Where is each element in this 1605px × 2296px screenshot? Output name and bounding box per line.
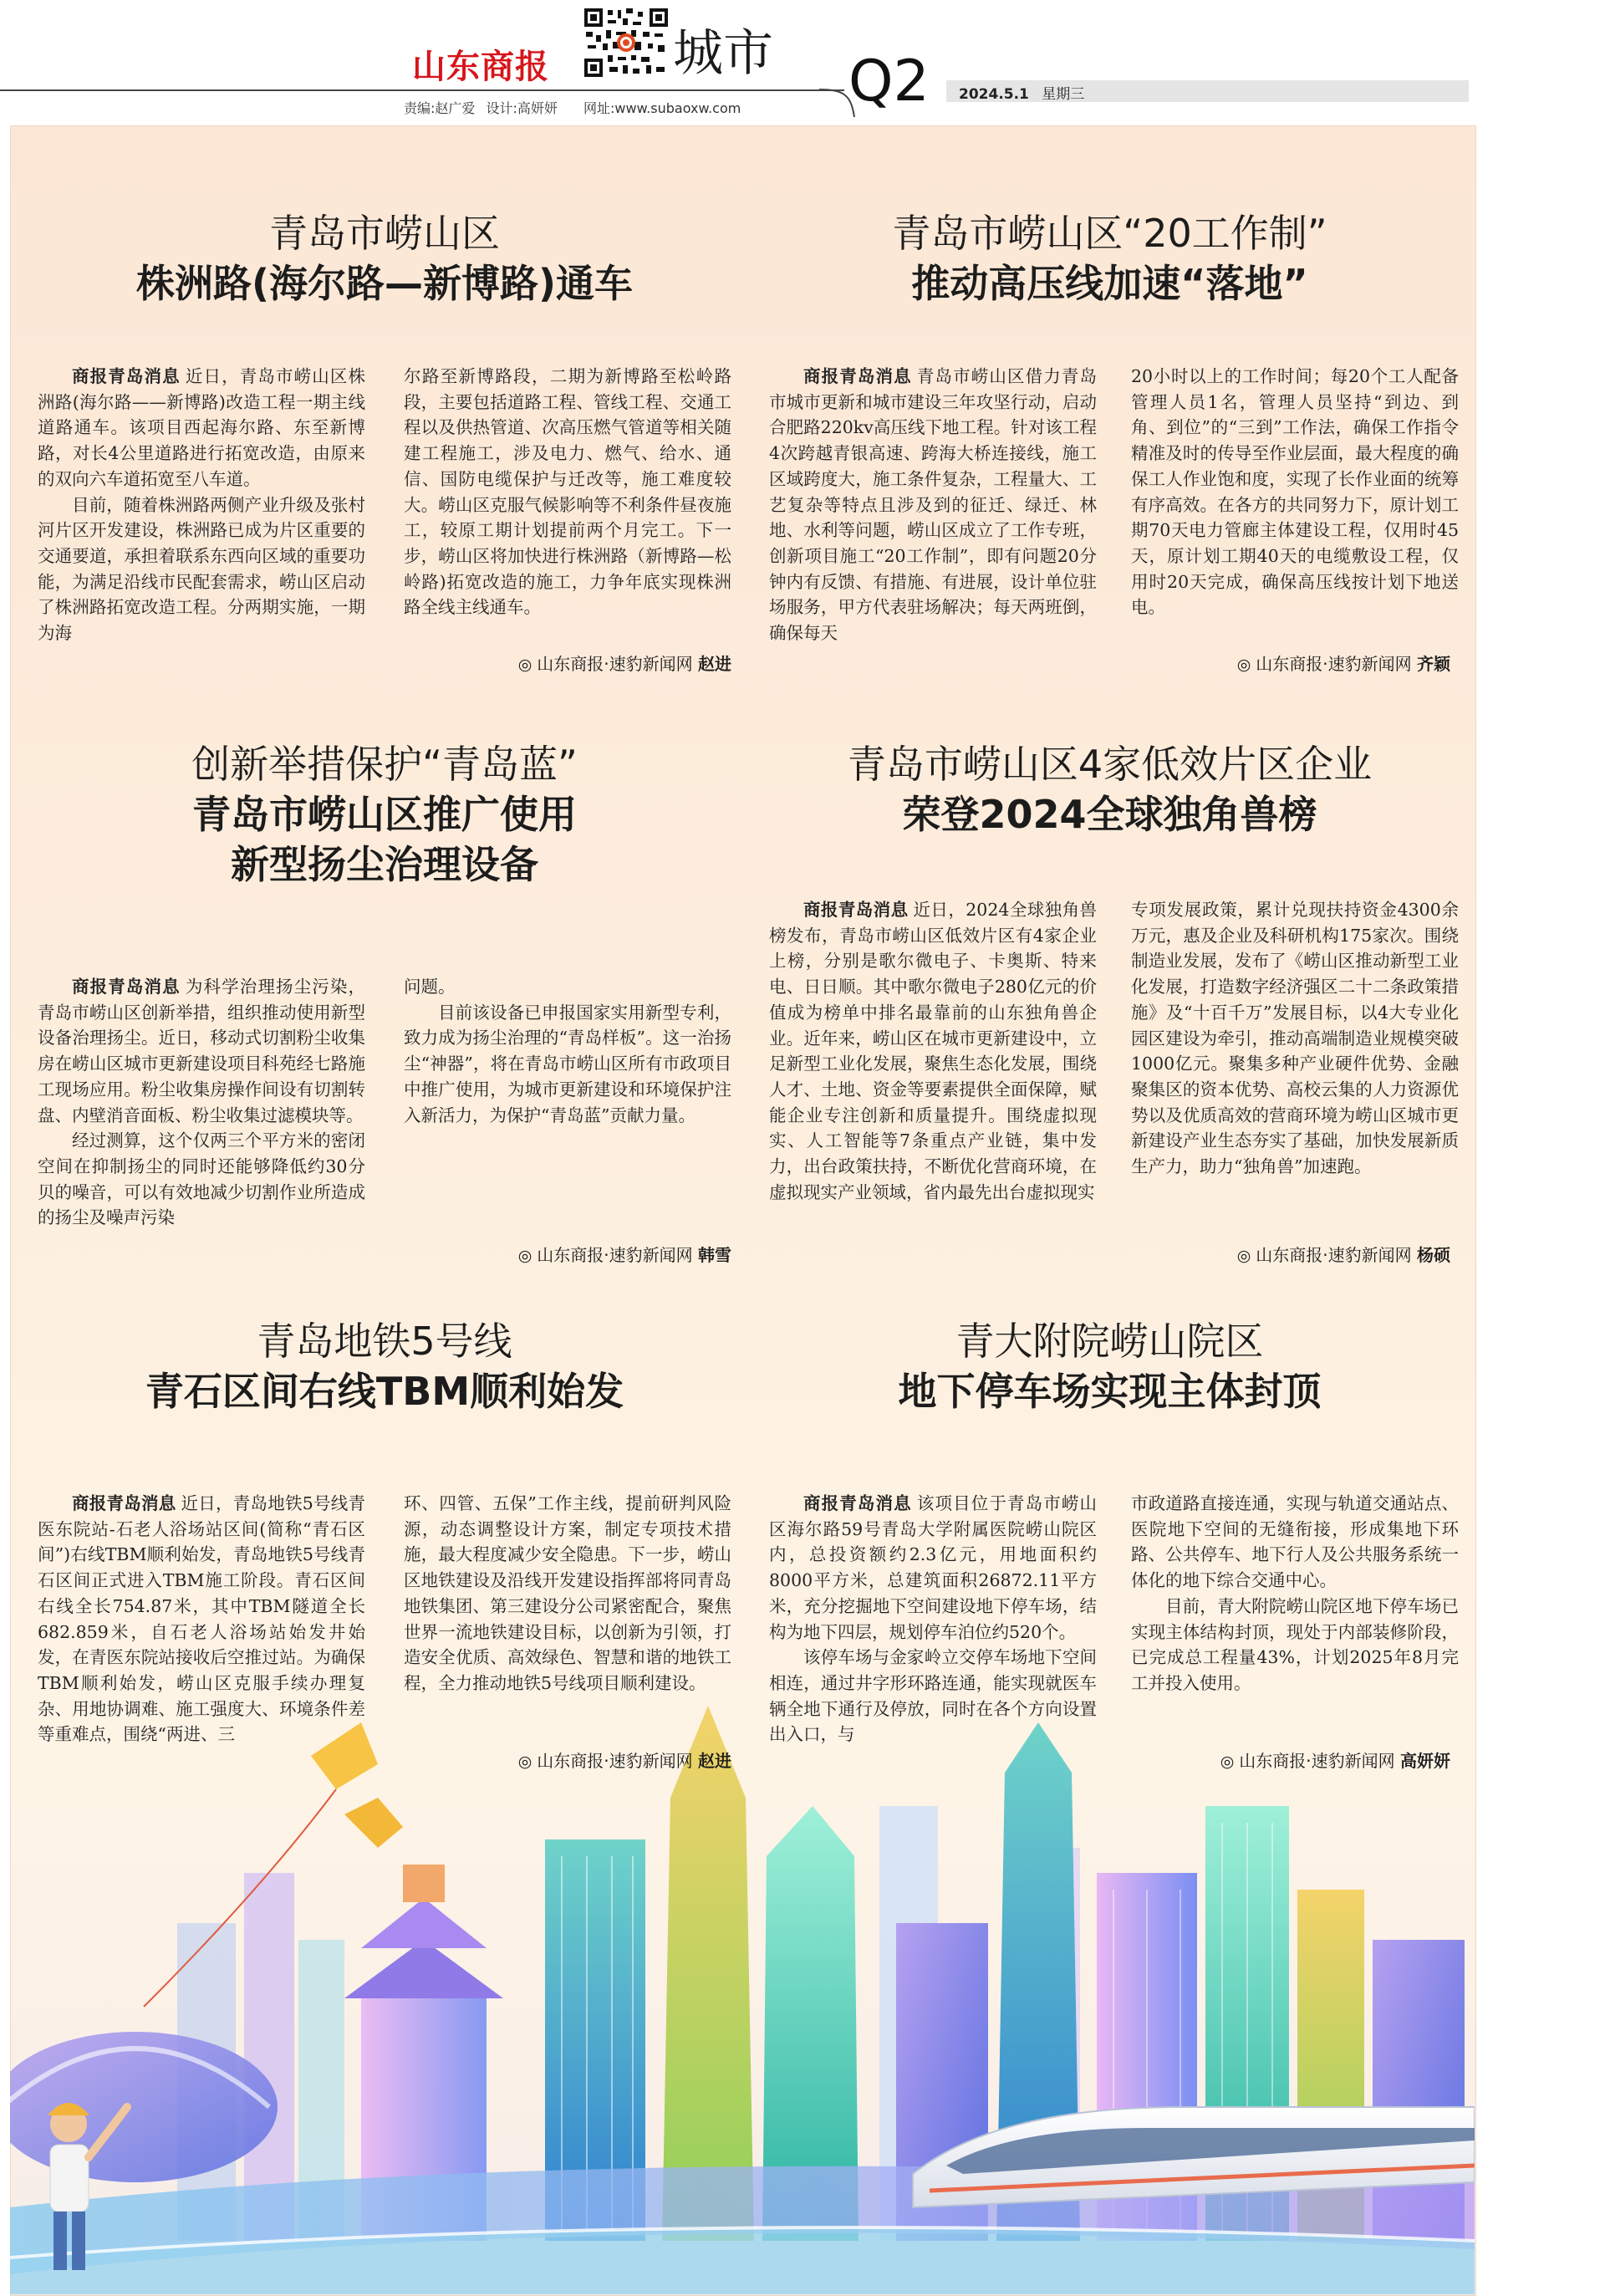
qr-code-icon — [583, 7, 670, 79]
lead-tag: 商报青岛消息 — [72, 366, 181, 386]
headline-line-2: 地下停车场实现主体封顶 — [898, 1369, 1322, 1414]
byline-author: 杨硕 — [1417, 1245, 1450, 1265]
circle-mark-icon: ◎ — [517, 656, 532, 674]
article-body — [769, 897, 1459, 1205]
headline-line-2: 推动高压线加速“落地” — [911, 261, 1308, 306]
byline-author: 高妍妍 — [1400, 1751, 1450, 1771]
paragraph: 专项发展政策，累计兑现扶持资金4300余万元，惠及企业及科研机构175家次。围绕制造业发展，发布了《崂山区推动新型工业化发展，打造数字经济强区二十二条政策措施》及“十百千万”发展目标，以4大专业化园区建设为牵引，推动高端制造业规模突破1000亿元。聚集多种产业硬件优势、金融聚集区的资本优势、高校云集的人力资源优势以及优质高效的营商环境为崂山区城市更新建设产业生态夯实了基础，加快发展新质生产力，助力“独角兽”加速跑。 — [1131, 900, 1459, 1177]
paragraph: 市政道路直接连通，实现与轨道交通站点、医院地下空间的无缝衔接，形成集地下环路、公共停车、地下行人及公共服务系统一体化的地下综合交通中心。 — [1131, 1493, 1459, 1591]
article-hospital-parking — [748, 1317, 1471, 1781]
paragraph: 近日，2024全球独角兽榜发布，青岛市崂山区低效片区有4家企业上榜，分别是歌尔微电子、卡奥斯、特来电、日日顺。其中歌尔微电子280亿元的价值成为榜单中排名最靠前的山东独角兽企业。近年来，崂山区在城市更新建设中，立足新型工业化发展，聚焦生态化发展，围绕人才、土地、资金等要素提供全面保障，赋能企业专注创新和质量提升。围绕虚拟现实、人工智能等7条重点产业链，集中发力，出台政策扶持，不断优化营商环境，在虚拟现实产业领域，省内最先出台虚拟现实 — [769, 900, 1098, 1202]
headline-line-2: 荣登2024全球独角兽榜 — [902, 792, 1317, 837]
paragraph: 目前，随着株洲路两侧产业升级及张村河片区开发建设，株洲路已成为片区重要的交通要道，承担着联系东西向区域的重要功能，为满足沿线市民配套需求，崂山区启动了株洲路拓宽改造工程。分两期实施，一期为海 — [38, 494, 365, 644]
byline-author: 赵进 — [698, 1751, 731, 1771]
lead-tag: 商报青岛消息 — [803, 366, 912, 386]
masthead-rule — [0, 89, 844, 91]
byline — [518, 651, 731, 675]
newspaper-brand: 山东商报 — [412, 48, 549, 86]
paragraph: 环、四管、五保”工作主线，提前研判风险源，动态调整设计方案，制定专项技术措施，最大程度减少安全隐患。下一步，崂山区地铁建设及沿线开发建设指挥部将同青岛地铁集团、第三建设分公司紧密配合，聚焦世界一流地铁建设目标，以创新为引领，打造安全优质、高效绿色、智慧和谐的地铁工程，全力推动地铁5号线项目顺利建设。 — [404, 1493, 731, 1693]
byline-source: 山东商报·速豹新闻网 — [537, 654, 693, 674]
lead-tag: 商报青岛消息 — [803, 900, 909, 920]
byline — [518, 1242, 731, 1266]
article-body — [38, 1491, 731, 1748]
paragraph: 青岛市崂山区借力青岛市城市更新和城市建设三年攻坚行动，启动合肥路220kv高压线下地工程。针对该工程4次跨越青银高速、跨海大桥连接线，施工区域跨度大，施工条件复杂，工程量大、工艺复杂等特点且涉及到的征迁、绿迁、林地、水利等问题，崂山区成立了工作专班，创新项目施工“20工作制”，即有问题20分钟内有反馈、有措施、有进展，设计单位驻场服务，甲方代表驻场解决；每天两班倒，确保每天 — [769, 366, 1098, 644]
paragraph: 该停车场与金家岭立交停车场地下空间相连，通过井字形环路连通，能实现就医车辆全地下通行及停放，同时在各个方向设置出入口，与 — [769, 1647, 1097, 1745]
headline-line-2: 青石区间右线TBM顺利始发 — [145, 1369, 624, 1414]
headline-line-1: 青岛市崂山区4家低效片区企业 — [847, 742, 1373, 787]
article-body — [769, 1491, 1459, 1748]
date-value: 2024.5.1 — [959, 86, 1029, 103]
paragraph: 近日，青岛市崂山区株洲路(海尔路——新博路)改造工程一期主线道路通车。该项目西起海尔路、东至新博路，对长4公里道路进行拓宽改造，由原来的双向六车道拓宽至八车道。 — [38, 366, 366, 489]
headline-line-1: 青岛地铁5号线 — [257, 1319, 512, 1364]
byline-source: 山东商报·速豹新闻网 — [1256, 1245, 1412, 1265]
circle-mark-icon: ◎ — [517, 1753, 532, 1771]
byline-author: 韩雪 — [698, 1245, 731, 1265]
body-column-2 — [404, 974, 731, 1231]
article-body — [38, 364, 731, 646]
circle-mark-icon: ◎ — [1236, 656, 1251, 674]
headline-line-2: 青岛市崂山区推广使用 — [192, 792, 577, 837]
byline — [1237, 651, 1450, 675]
byline-source: 山东商报·速豹新闻网 — [537, 1751, 693, 1771]
body-column-1 — [38, 1491, 365, 1748]
byline-author: 齐颖 — [1417, 654, 1450, 674]
paragraph: 问题。 — [404, 977, 456, 997]
editor-credit: 责编:赵广爱 — [404, 100, 476, 116]
website-link[interactable]: 网址:www.subaoxw.com — [583, 100, 741, 116]
byline-source: 山东商报·速豹新闻网 — [1256, 654, 1412, 674]
circle-mark-icon: ◎ — [517, 1247, 532, 1265]
body-column-2 — [1131, 364, 1459, 646]
body-column-2 — [404, 364, 731, 646]
issue-date — [959, 82, 1210, 103]
headline-line-3: 新型扬尘治理设备 — [231, 842, 538, 887]
headline-line-1: 青大附院崂山院区 — [955, 1319, 1264, 1364]
paragraph: 尔路至新博路段，二期为新博路至松岭路段，主要包括道路工程、管线工程、交通工程以及供热管道、次高压燃气管道等相关随建工程施工，涉及电力、燃气、给水、通信、国防电缆保护与迁改等，施工难度较大。崂山区克服气候影响等不利条件昼夜施工，较原工期计划提前两个月完工。下一步，崂山区将加快进行株洲路（新博路—松岭路)拓宽改造的施工，力争年底实现株洲路全线主线通车。 — [404, 366, 731, 618]
lead-tag: 商报青岛消息 — [72, 1493, 176, 1513]
circle-mark-icon: ◎ — [1220, 1753, 1235, 1771]
article-unicorn-list — [748, 740, 1471, 1271]
section-name: 城市 — [673, 24, 773, 83]
body-column-2 — [1131, 1491, 1459, 1748]
body-column-1 — [38, 364, 365, 646]
body-column-1 — [769, 897, 1097, 1205]
paragraph: 近日，青岛地铁5号线青医东院站-石老人浴场站区间(简称“青石区间”)右线TBM顺利始发，青岛地铁5号线青石区间正式进入TBM施工阶段。青石区间右线全长754.87米，其中TBM隧道全长682.859米，自石老人浴场站始发井始发，在青医东院站接收后空推过站。为确保TBM顺利始发，崂山区克服手续办理复杂、用地协调难、施工强度大、环境条件差等重难点，围绕“两进、三 — [38, 1493, 365, 1745]
article-metro-line-5 — [25, 1317, 744, 1781]
paragraph: 经过测算，这个仅两三个平方米的密闭空间在抑制扬尘的同时还能够降低约30分贝的噪音，可以有效地减少切割作业所造成的扬尘及噪声污染 — [38, 1130, 365, 1228]
circle-mark-icon: ◎ — [1236, 1247, 1251, 1265]
masthead — [0, 0, 1605, 117]
article-qingdao-blue — [25, 740, 744, 1271]
headline-line-1: 青岛市崂山区 — [269, 211, 500, 256]
headline-line-1: 创新举措保护“青岛蓝” — [191, 742, 578, 787]
designer-credit: 设计:高妍妍 — [486, 100, 558, 116]
article-zhuzhou-road — [25, 209, 744, 677]
byline-source: 山东商报·速豹新闻网 — [537, 1245, 693, 1265]
paragraph: 20小时以上的工作时间；每20个工人配备管理人员1名，管理人员坚持“到边、到角、到位”的“三到”工作法，确保工作指令精准及时的传导至作业层面，最大程度的确保工人作业饱和度，实现了长作业面的统筹有序高效。在各方的共同努力下，原计划工期70天电力管廊主体建设工程，仅用时45天，原计划工期40天的电缆敷设工程，仅用时20天完成，确保高压线按计划下地送电。 — [1131, 366, 1459, 618]
body-column-1 — [769, 1491, 1097, 1748]
lead-tag: 商报青岛消息 — [803, 1493, 912, 1513]
article-body — [38, 974, 731, 1231]
byline — [518, 1748, 731, 1772]
paragraph: 目前，青大附院崂山院区地下停车场已实现主体结构封顶，现处于内部装修阶段，已完成总工程量43%，计划2025年8月完工并投入使用。 — [1131, 1595, 1459, 1693]
body-column-2 — [1131, 897, 1459, 1205]
headline-line-2: 株洲路(海尔路—新博路)通车 — [135, 261, 634, 306]
body-column-1 — [769, 364, 1097, 646]
byline — [1220, 1748, 1450, 1772]
body-column-1 — [38, 974, 365, 1231]
lead-tag: 商报青岛消息 — [72, 977, 181, 997]
headline-line-1: 青岛市崂山区“20工作制” — [892, 211, 1327, 256]
byline-source: 山东商报·速豹新闻网 — [1239, 1751, 1395, 1771]
page-number: Q2 — [848, 48, 930, 115]
article-body — [769, 364, 1459, 646]
byline-author: 赵进 — [698, 654, 731, 674]
editorial-credits — [404, 98, 805, 116]
article-20-work-system — [748, 209, 1471, 677]
body-column-2 — [404, 1491, 731, 1748]
byline — [1237, 1242, 1450, 1266]
paragraph: 为科学治理扬尘污染，青岛市崂山区创新举措，组织推动使用新型设备治理扬尘。近日，移动式切割粉尘收集房在崂山区城市更新建设项目科苑经七路施工现场应用。粉尘收集房操作间设有切割转盘、内壁消音面板、粉尘收集过滤模块等。 — [38, 977, 366, 1125]
paragraph: 目前该设备已申报国家实用新型专利，致力成为扬尘治理的“青岛样板”。这一治扬尘“神器”，将在青岛市崂山区所有市政项目中推广使用，为城市更新建设和环境保护注入新活力，为保护“青岛蓝”贡献力量。 — [404, 1002, 731, 1125]
paragraph: 该项目位于青岛市崂山区海尔路59号青岛大学附属医院崂山院区内，总投资额约2.3亿元，用地面积约8000平方米，总建筑面积26872.11平方米，充分挖掘地下空间建设地下停车场，结构为地下四层，规划停车泊位约520个。 — [769, 1493, 1098, 1642]
weekday-value: 星期三 — [1042, 86, 1085, 103]
